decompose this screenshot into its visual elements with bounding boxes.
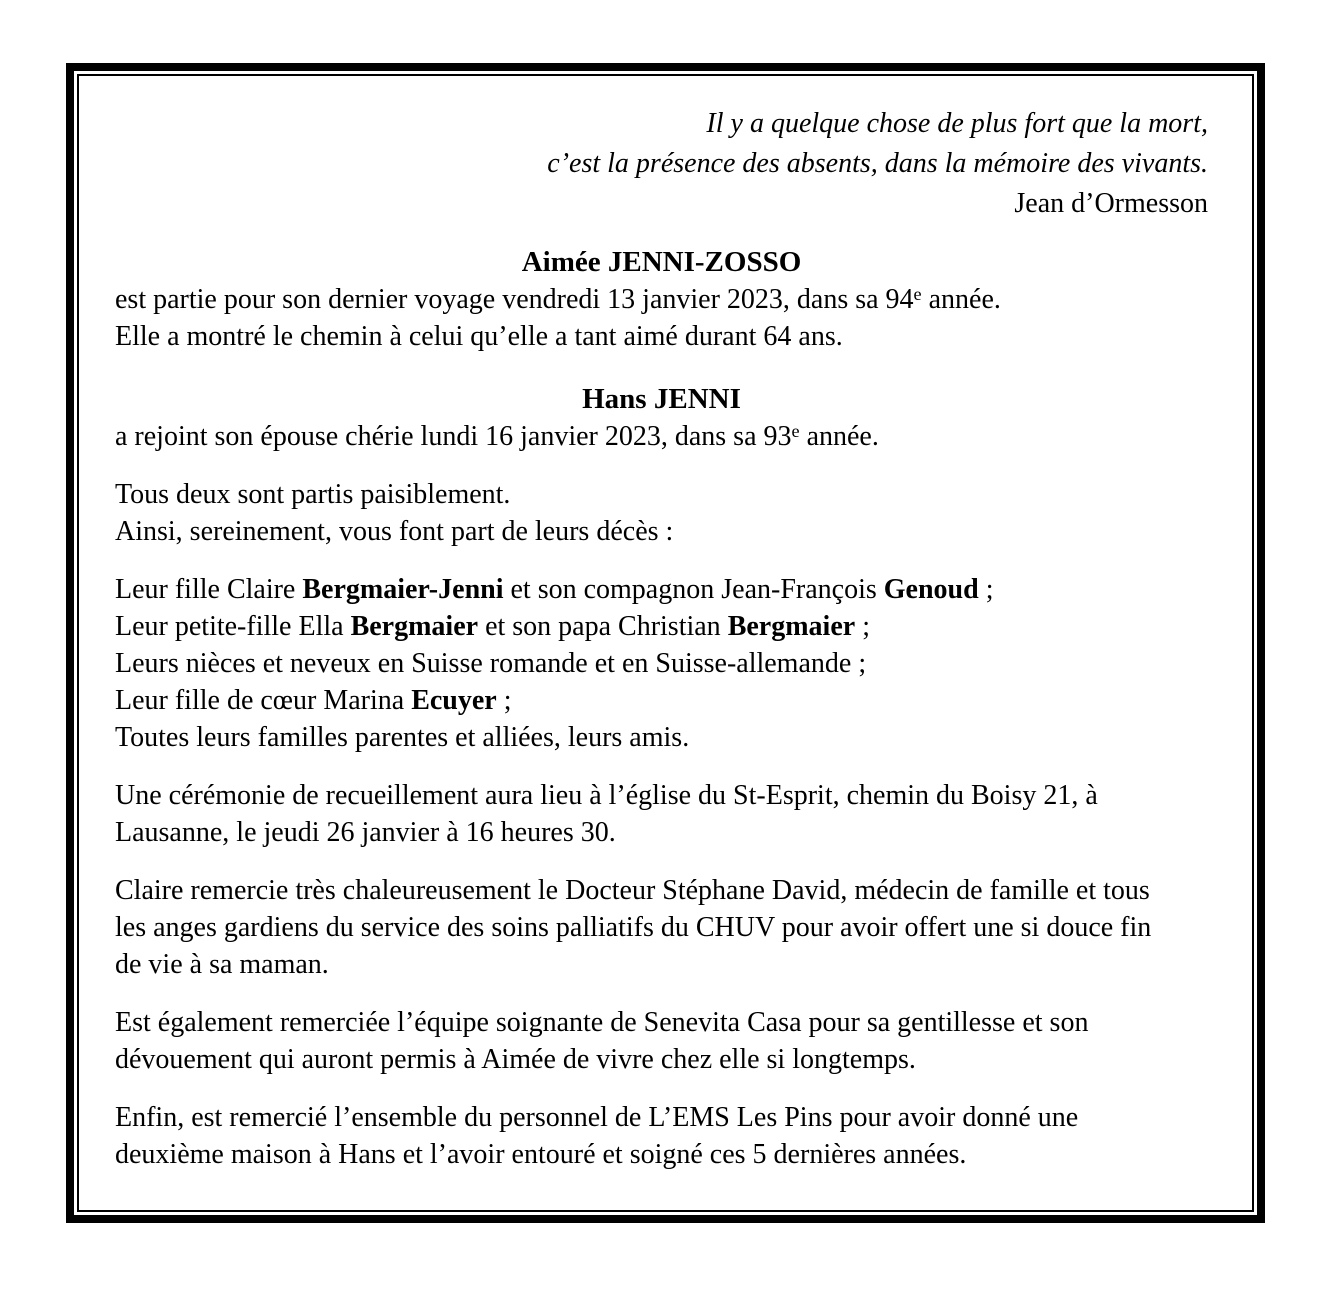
- text-line: de vie à sa maman.: [115, 949, 329, 980]
- text-line: Leur fille de cœur Marina Ecuyer ;: [115, 685, 512, 716]
- text-line: deuxième maison à Hans et l’avoir entouré et soigné ces 5 dernières années.: [115, 1139, 967, 1170]
- text-line: dévouement qui auront permis à Aimée de vivre chez elle si longtemps.: [115, 1044, 916, 1075]
- text-line: Ainsi, sereinement, vous font part de leurs décès :: [115, 516, 674, 547]
- text-line: Toutes leurs familles parentes et alliées, leurs amis.: [115, 722, 690, 753]
- text-line: a rejoint son épouse chérie lundi 16 janvier 2023, dans sa 93e année.: [115, 420, 879, 452]
- family-list: [115, 571, 1208, 756]
- text-line: Une cérémonie de recueillement aura lieu à l’église du St-Esprit, chemin du Boisy 21, à: [115, 780, 1098, 811]
- text-line: est partie pour son dernier voyage vendredi 13 janvier 2023, dans sa 94e année.: [115, 283, 1001, 315]
- text-line: Leurs nièces et neveux en Suisse romande et en Suisse-allemande ;: [115, 648, 867, 679]
- text-line: Leur fille Claire Bergmaier-Jenni et son compagnon Jean-François Genoud ;: [115, 574, 994, 605]
- ceremony-paragraph: [115, 777, 1208, 851]
- intro-paragraph: [115, 476, 1208, 550]
- obituary-card: [77, 74, 1254, 1212]
- thanks-senevita-paragraph: [115, 1004, 1208, 1078]
- text-line: Enfin, est remercié l’ensemble du personnel de L’EMS Les Pins pour avoir donné une: [115, 1102, 1079, 1133]
- obituary-frame: [66, 63, 1265, 1223]
- hans-announcement: [115, 418, 1208, 455]
- thanks-ems-paragraph: [115, 1099, 1208, 1173]
- quote-attribution: Jean d’Ormesson: [1014, 188, 1208, 219]
- text-line: Elle a montré le chemin à celui qu’elle a tant aimé durant 64 ans.: [115, 321, 843, 352]
- text-line: Est également remerciée l’équipe soignante de Senevita Casa pour sa gentillesse et son: [115, 1007, 1089, 1038]
- deceased-name-hans: Hans JENNI: [582, 383, 741, 415]
- text-line: Claire remercie très chaleureusement le Docteur Stéphane David, médecin de famille et tous: [115, 875, 1150, 906]
- text-line: Lausanne, le jeudi 26 janvier à 16 heures 30.: [115, 817, 616, 848]
- text-line: les anges gardiens du service des soins palliatifs du CHUV pour avoir offert une si douce fin: [115, 912, 1152, 943]
- deceased-name-aimee: Aimée JENNI-ZOSSO: [521, 246, 802, 278]
- quote-line-2: c’est la présence des absents, dans la mémoire des vivants.: [547, 148, 1208, 179]
- thanks-doctor-paragraph: [115, 872, 1208, 983]
- text-line: Leur petite-fille Ella Bergmaier et son papa Christian Bergmaier ;: [115, 611, 870, 642]
- text-line: Tous deux sont partis paisiblement.: [115, 479, 511, 510]
- epigraph-quote: [115, 104, 1208, 224]
- quote-line-1: Il y a quelque chose de plus fort que la mort,: [706, 108, 1208, 139]
- aimee-announcement: [115, 281, 1208, 355]
